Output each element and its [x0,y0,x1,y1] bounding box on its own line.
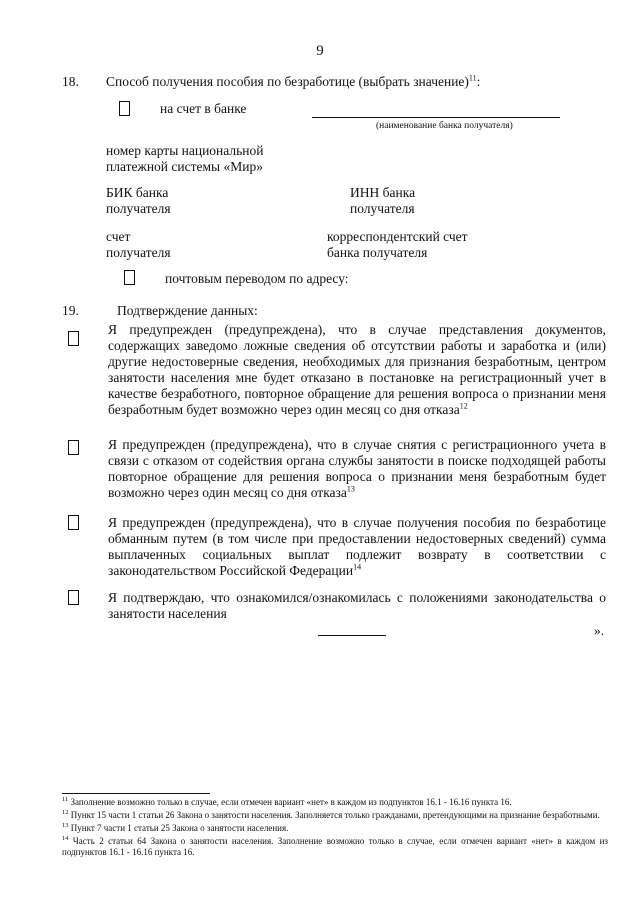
section-18-title [106,74,480,90]
confirm-checkbox-1[interactable] [68,331,79,346]
footnote-ref-11: 11 [468,73,477,83]
signature-line[interactable] [318,635,386,636]
footnote-12 [62,810,608,821]
bank-option-checkbox[interactable] [119,101,130,116]
section-18-number: 18. [62,74,79,89]
corr-account-label-line1: корреспондентский счет [327,229,468,244]
footnote-ref-13: 13 [346,484,355,494]
corr-account-label-line2: банка получателя [327,245,428,260]
confirm-text-1 [108,322,606,418]
footnote-separator [62,793,210,794]
confirm-checkbox-2[interactable] [68,440,79,455]
footnote-11-text: Заполнение возможно только в случае, если отмечен вариант «нет» в каждом из подпунктов 16.1 - 16.16 пункта 16. [70,797,512,807]
page-number: 9 [316,43,324,59]
footnote-13 [62,823,608,834]
bik-label [106,185,171,217]
section-19-title: Подтверждение данных: [117,303,258,318]
section-18-title-colon: : [476,74,481,89]
confirm-text-1-body: Я предупрежден (предупреждена), что в случае представления документов, содержащих заведомо ложные сведения об отсутствии работы и заработка и (или) другие недостоверные сведения, необходимых для признания безработным, центром занятости населения мне будет отказано в постановке на регистрационный учет в качестве безработного, повторное обращение для решения вопроса о признании меня безработным будет возможно через один месяц со дня отказа [108,322,606,417]
account-label-line1: счет [106,229,131,244]
footnote-14-ref: 14 [62,835,69,842]
footnote-12-text: Пункт 15 части 1 статьи 26 Закона о занятости населения. Заполняется только гражданами, претендующими на признание безработными. [70,810,600,820]
bik-label-line2: получателя [106,201,171,216]
confirm-text-3-body: Я предупрежден (предупреждена), что в случае получения пособия по безработице обманным путем (в том числе при предоставлении недостоверных сведений) сумма выплаченных социальных выплат подлежит возврату в соответствии с законодательством Российской Федерации [108,515,606,578]
account-label [106,229,171,261]
card-number-label-line2: платежной системы «Мир» [106,159,263,174]
confirm-checkbox-3[interactable] [68,515,79,530]
card-number-label [106,143,264,175]
inn-label-line2: получателя [350,201,415,216]
confirm-text-4 [108,590,606,622]
footnote-14-text: Часть 2 статьи 64 Закона о занятости населения. Заполнение возможно только в случае, если отмечен вариант «нет» в каждом из подпунктов 16.1 - 16.16 пункта 16. [62,836,608,857]
footnotes [62,797,608,858]
card-number-label-line1: номер карты национальной [106,143,264,158]
confirm-text-4-body: Я подтверждаю, что ознакомился/ознакомилась с положениями законодательства о занятости населения [108,590,606,621]
footnote-12-ref: 12 [62,809,69,816]
post-option-checkbox[interactable] [124,270,135,285]
post-option-label: почтовым переводом по адресу: [165,271,349,286]
footnote-11 [62,797,608,808]
inn-label-line1: ИНН банка [350,185,416,200]
section-19-number: 19. [62,303,79,318]
footnote-ref-14: 14 [353,562,362,572]
corr-account-label [327,229,468,261]
bank-option-label: на счет в банке [160,101,247,116]
inn-label [350,185,415,217]
closing-mark: ». [594,623,605,638]
footnote-11-ref: 11 [62,796,69,803]
section-18-title-text: Способ получения пособия по безработице (выбрать значение) [106,74,469,89]
footnote-ref-12: 12 [459,401,468,411]
footnote-14 [62,836,608,858]
account-label-line2: получателя [106,245,171,260]
bank-name-caption: (наименование банка получателя) [376,121,513,131]
confirm-text-3 [108,515,606,579]
bik-label-line1: БИК банка [106,185,169,200]
confirm-text-2 [108,437,606,501]
confirm-text-2-body: Я предупрежден (предупреждена), что в случае снятия с регистрационного учета в связи с отказом от содействия органа службы занятости в поиске подходящей работы повторное обращение для решения вопроса о признании меня безработным будет возможно через один месяц со дня отказа [108,437,606,500]
footnote-13-text: Пункт 7 части 1 статьи 25 Закона о занятости населения. [70,823,289,833]
footnote-13-ref: 13 [62,822,69,829]
confirm-checkbox-4[interactable] [68,590,79,605]
